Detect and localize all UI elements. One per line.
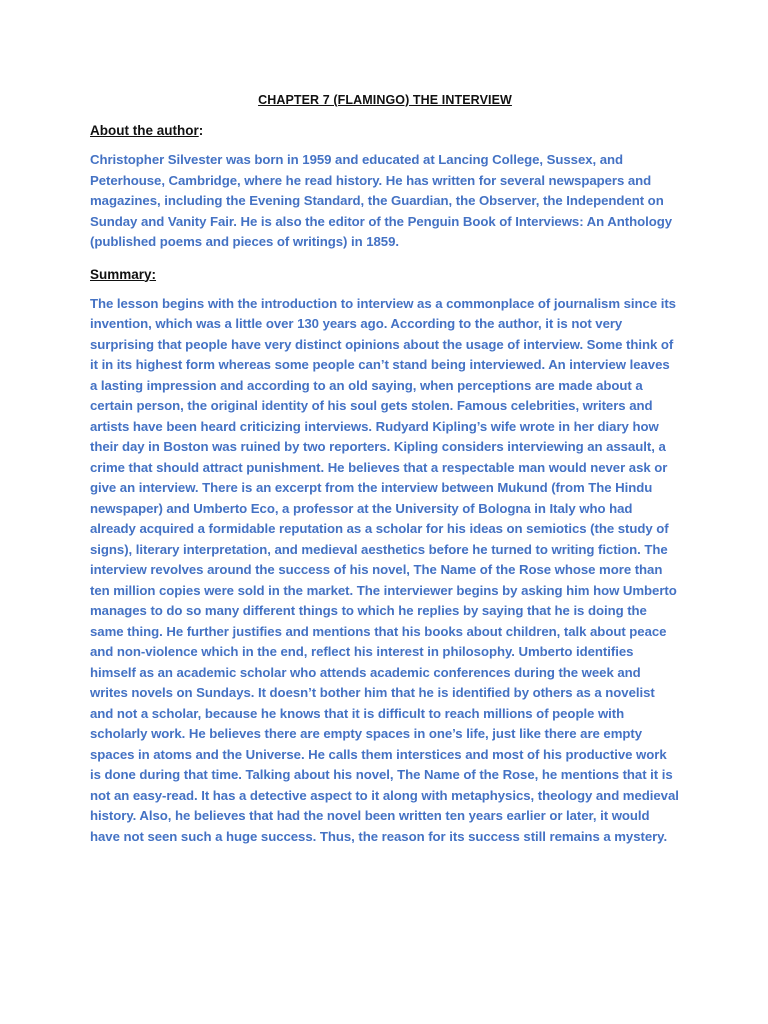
about-author-heading [90, 123, 680, 138]
about-author-paragraph: Christopher Silvester was born in 1959 and educated at Lancing College, Sussex, and Peterhouse, Cambridge, where he read history. He has written for several newspapers and magazines, including the Evening Standard, the Guardian, the Observer, the Independent on Sunday and Vanity Fair. He is also the editor of the Penguin Book of Interviews: An Anthology (published poems and pieces of writings) in 1859. [90, 152, 673, 249]
summary-paragraph: The lesson begins with the introduction to interview as a commonplace of journalism since its invention, which was a little over 130 years ago. According to the author, it is not very surprising that people have very distinct opinions about the usage of interview. Some think of it in its highest form whereas some people can’t stand being interviewed. An interview leaves a lasting impression and according to an old saying, when perceptions are made about a certain person, the original identity of his soul gets stolen. Famous celebrities, writers and artists have been heard criticizing interviews. Rudyard Kipling’s wife wrote in her diary how their day in Boston was ruined by two reporters. Kipling considers interviewing an assault, a crime that should attract punishment. He believes that a respectable man would never ask or give an interview. There is an excerpt from the interview between Mukund (from The Hindu newspaper) and Umberto Eco, a professor at the University of Bologna in Italy who had already acquired a formidable reputation as a scholar for his ideas on semiotics (the study of signs), literary interpretation, and medieval aesthetics before he turned to writing fiction. The interview revolves around the success of his novel, The Name of the Rose whose more than ten million copies were sold in the market. The interviewer begins by asking him how Umberto manages to do so many different things to which he replies by saying that he is doing the same thing. He further justifies and mentions that his books about children, talk about peace and non-violence which in the end, reflect his interest in philosophy. Umberto identifies himself as an academic scholar who attends academic conferences during the week and writes novels on Sundays. It doesn’t bother him that he is identified by others as a novelist and not a scholar, because he knows that it is difficult to reach millions of people with scholarly work. He believes there are empty spaces in one’s life, just like there are empty spaces in atoms and the Universe. He calls them interstices and most of his productive work is done during that time. Talking about his novel, The Name of the Rose, he mentions that it is not an easy-read. It has a detective aspect to it along with metaphysics, theology and medieval history. Also, he believes that had the novel been written ten years earlier or later, it would have not seen such a huge success. Thus, the reason for its success still remains a mystery. [90, 295, 679, 844]
document-content [90, 93, 680, 861]
summary-heading-label: Summary: [90, 266, 157, 282]
about-author-heading-label: About the author [90, 123, 199, 138]
document-title: CHAPTER 7 (FLAMINGO) THE INTERVIEW [258, 93, 512, 107]
about-author-heading-colon: : [198, 123, 204, 138]
summary-heading [90, 267, 680, 282]
